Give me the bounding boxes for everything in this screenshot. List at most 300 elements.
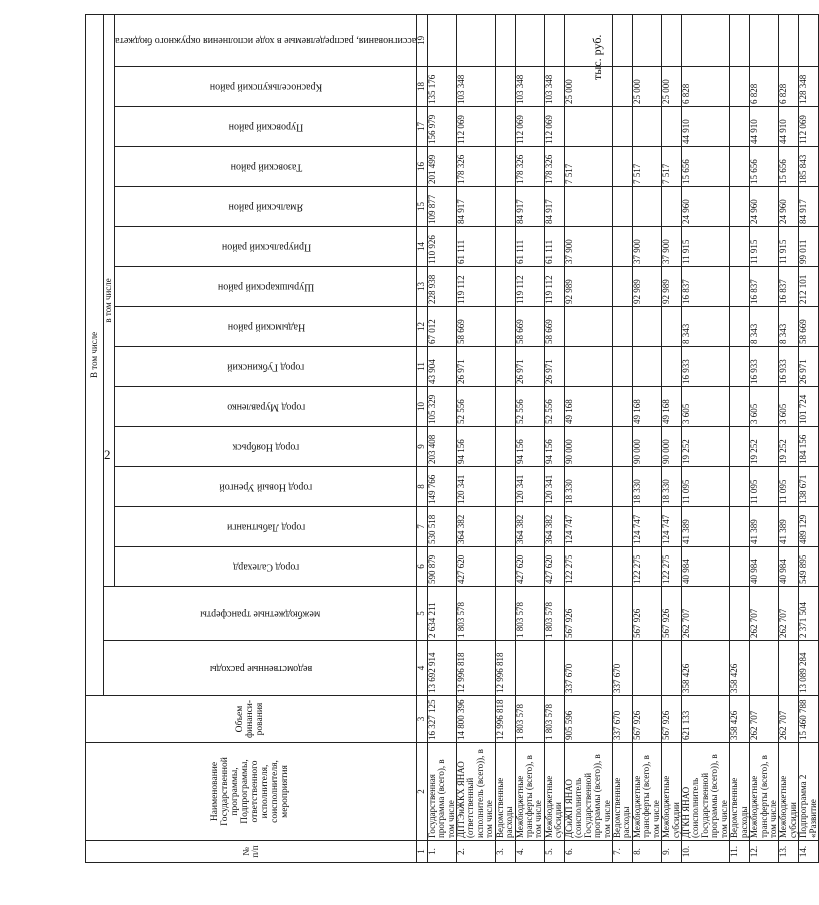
value-cell: 84 917	[799, 187, 819, 227]
row-name: Межбюджетные трансферты (всего), в том числе	[632, 743, 661, 841]
value-cell: 262 707	[750, 696, 779, 743]
column-number: 12	[417, 307, 427, 347]
value-cell: 358 426	[682, 641, 730, 696]
row-number: 11.	[730, 841, 750, 863]
row-number: 9.	[662, 841, 682, 863]
value-cell: 84 917	[456, 187, 495, 227]
value-cell: 178 326	[515, 147, 544, 187]
value-cell: 2 371 504	[799, 587, 819, 641]
value-cell: 156 979	[427, 107, 456, 147]
value-cell: 621 133	[682, 696, 730, 743]
value-cell: 427 620	[515, 547, 544, 587]
value-cell: 11 915	[682, 227, 730, 267]
row-number: 4.	[515, 841, 544, 863]
table-row	[495, 14, 515, 862]
value-cell: 90 000	[632, 427, 661, 467]
value-cell: 52 556	[456, 387, 495, 427]
value-cell	[544, 641, 564, 696]
value-cell: 530 518	[427, 507, 456, 547]
value-cell	[730, 347, 750, 387]
value-cell	[632, 107, 661, 147]
value-cell	[612, 187, 632, 227]
row-number: 3.	[495, 841, 515, 863]
value-cell	[495, 547, 515, 587]
header-col-tazovsky: Тазовский район	[115, 147, 417, 187]
table-row	[612, 14, 632, 862]
table-row	[427, 14, 456, 862]
value-cell: 103 348	[515, 67, 544, 107]
row-number: 14.	[799, 841, 819, 863]
value-cell: 427 620	[456, 547, 495, 587]
value-cell	[662, 14, 682, 66]
value-cell: 84 917	[515, 187, 544, 227]
row-name: Межбюджетные субсидии	[779, 743, 799, 841]
column-number: 5	[417, 587, 427, 641]
value-cell: 15 656	[779, 147, 799, 187]
value-cell: 15 656	[750, 147, 779, 187]
value-cell: 90 000	[662, 427, 682, 467]
value-cell: 94 156	[456, 427, 495, 467]
table-row	[632, 14, 661, 862]
value-cell	[730, 227, 750, 267]
value-cell	[662, 107, 682, 147]
value-cell: 178 326	[456, 147, 495, 187]
header-group-sub-including: в том числе	[104, 14, 115, 586]
value-cell: 119 112	[515, 267, 544, 307]
value-cell: 1 803 578	[544, 696, 564, 743]
value-cell: 3 605	[750, 387, 779, 427]
value-cell: 11 095	[750, 467, 779, 507]
value-cell: 67 012	[427, 307, 456, 347]
value-cell: 178 326	[544, 147, 564, 187]
value-cell: 364 382	[544, 507, 564, 547]
value-cell: 337 670	[612, 696, 632, 743]
value-cell: 26 971	[456, 347, 495, 387]
value-cell: 262 707	[750, 587, 779, 641]
header-group-including: В том числе	[86, 14, 104, 695]
value-cell: 110 926	[427, 227, 456, 267]
value-cell: 262 707	[779, 696, 799, 743]
value-cell: 1 803 578	[515, 696, 544, 743]
value-cell: 16 933	[779, 347, 799, 387]
header-col-reserve: ассигнования, распределяемые в ходе исполнения окружного бюджета	[115, 14, 417, 66]
value-cell	[495, 387, 515, 427]
value-cell: 1 803 578	[456, 587, 495, 641]
value-cell: 8 343	[750, 307, 779, 347]
header-col-volume: Объем финанси-рования	[86, 696, 417, 743]
value-cell: 228 938	[427, 267, 456, 307]
header-col-name: Наименование Государственной программы, Подпрограммы, ответственного исполнителя, соисполнителя, мероприятия	[86, 743, 417, 841]
value-cell: 124 747	[632, 507, 661, 547]
table-row	[456, 14, 495, 862]
value-cell	[730, 267, 750, 307]
value-cell	[495, 307, 515, 347]
value-cell: 92 989	[662, 267, 682, 307]
column-number: 19	[417, 14, 427, 66]
value-cell	[779, 641, 799, 696]
value-cell	[612, 467, 632, 507]
value-cell: 262 707	[682, 587, 730, 641]
value-cell: 124 747	[564, 507, 612, 547]
value-cell: 84 917	[544, 187, 564, 227]
value-cell: 40 984	[682, 547, 730, 587]
value-cell: 489 129	[799, 507, 819, 547]
column-number: 1	[417, 841, 427, 863]
value-cell	[495, 14, 515, 66]
value-cell	[730, 307, 750, 347]
column-number: 3	[417, 696, 427, 743]
header-col-yamalsky: Ямальский район	[115, 187, 417, 227]
value-cell	[495, 227, 515, 267]
value-cell: 41 389	[682, 507, 730, 547]
row-name: ДГКН ЯНАО (соисполнитель Государственной программы (всего)), в том числе	[682, 743, 730, 841]
value-cell: 122 275	[662, 547, 682, 587]
value-cell: 112 069	[456, 107, 495, 147]
value-cell: 94 156	[544, 427, 564, 467]
value-cell: 37 900	[632, 227, 661, 267]
value-cell	[612, 267, 632, 307]
value-cell: 19 252	[779, 427, 799, 467]
value-cell: 12 996 818	[495, 696, 515, 743]
header-col-transfers: межбюджетные трансферты	[104, 587, 417, 641]
value-cell	[612, 147, 632, 187]
value-cell	[730, 427, 750, 467]
header-col-salekhard: город Салехард	[115, 547, 417, 587]
value-cell: 358 426	[730, 696, 750, 743]
value-cell: 52 556	[515, 387, 544, 427]
value-cell: 11 095	[779, 467, 799, 507]
value-cell	[612, 67, 632, 107]
value-cell: 37 900	[662, 227, 682, 267]
value-cell: 24 960	[682, 187, 730, 227]
value-cell: 94 156	[515, 427, 544, 467]
value-cell: 92 989	[632, 267, 661, 307]
value-cell	[779, 14, 799, 66]
value-cell: 364 382	[515, 507, 544, 547]
value-cell	[730, 147, 750, 187]
value-cell: 203 408	[427, 427, 456, 467]
value-cell: 7 517	[632, 147, 661, 187]
value-cell: 427 620	[544, 547, 564, 587]
value-cell	[662, 641, 682, 696]
value-cell: 6 828	[779, 67, 799, 107]
value-cell: 16 837	[750, 267, 779, 307]
value-cell: 52 556	[544, 387, 564, 427]
value-cell: 2 634 211	[427, 587, 456, 641]
value-cell: 44 910	[682, 107, 730, 147]
value-cell	[682, 14, 730, 66]
value-cell: 16 327 125	[427, 696, 456, 743]
value-cell: 90 000	[564, 427, 612, 467]
value-cell: 92 989	[564, 267, 612, 307]
value-cell: 262 707	[779, 587, 799, 641]
value-cell: 120 341	[544, 467, 564, 507]
value-cell: 337 670	[612, 641, 632, 696]
value-cell	[495, 467, 515, 507]
value-cell: 24 960	[750, 187, 779, 227]
value-cell: 7 517	[564, 147, 612, 187]
column-number: 17	[417, 107, 427, 147]
value-cell	[612, 107, 632, 147]
value-cell: 19 252	[682, 427, 730, 467]
value-cell: 119 112	[544, 267, 564, 307]
value-cell: 6 828	[682, 67, 730, 107]
column-number: 9	[417, 427, 427, 467]
value-cell	[612, 14, 632, 66]
value-cell: 905 596	[564, 696, 612, 743]
value-cell: 120 341	[456, 467, 495, 507]
value-cell	[427, 14, 456, 66]
value-cell: 103 348	[456, 67, 495, 107]
value-cell: 567 926	[632, 696, 661, 743]
value-cell: 124 747	[662, 507, 682, 547]
value-cell: 6 828	[750, 67, 779, 107]
value-cell	[495, 427, 515, 467]
row-name: Межбюджетные субсидии	[544, 743, 564, 841]
value-cell: 61 111	[544, 227, 564, 267]
row-number: 8.	[632, 841, 661, 863]
value-cell	[750, 641, 779, 696]
value-cell: 122 275	[632, 547, 661, 587]
value-cell: 99 011	[799, 227, 819, 267]
column-number: 13	[417, 267, 427, 307]
row-number: 6.	[564, 841, 612, 863]
table-row	[779, 14, 799, 862]
value-cell: 112 069	[515, 107, 544, 147]
value-cell: 14 800 396	[456, 696, 495, 743]
value-cell: 184 156	[799, 427, 819, 467]
header-col-purovsky: Пуровский район	[115, 107, 417, 147]
column-number: 7	[417, 507, 427, 547]
column-number: 16	[417, 147, 427, 187]
value-cell: 49 168	[632, 387, 661, 427]
value-cell: 58 669	[544, 307, 564, 347]
value-cell	[544, 14, 564, 66]
value-cell: 18 330	[632, 467, 661, 507]
header-col-nadym: Надымский район	[115, 307, 417, 347]
value-cell	[730, 387, 750, 427]
value-cell	[495, 67, 515, 107]
value-cell: 15 656	[682, 147, 730, 187]
value-cell: 13 089 284	[799, 641, 819, 696]
value-cell: 112 069	[544, 107, 564, 147]
table-row	[564, 14, 612, 862]
budget-table	[85, 14, 819, 863]
table-row	[544, 14, 564, 862]
table-body	[427, 14, 819, 862]
value-cell: 18 330	[662, 467, 682, 507]
column-number: 2	[417, 743, 427, 841]
value-cell: 122 275	[564, 547, 612, 587]
value-cell	[612, 307, 632, 347]
column-number: 4	[417, 641, 427, 696]
value-cell	[730, 507, 750, 547]
header-col-novy-urengoy: город Новый Уренгой	[115, 467, 417, 507]
value-cell: 109 877	[427, 187, 456, 227]
value-cell: 8 343	[779, 307, 799, 347]
row-number: 2.	[456, 841, 495, 863]
row-name: ДСиЖП ЯНАО (соисполнитель Государственной программы (всего)), в том числе	[564, 743, 612, 841]
value-cell: 11 915	[779, 227, 799, 267]
value-cell: 18 330	[564, 467, 612, 507]
value-cell	[750, 14, 779, 66]
value-cell: 138 671	[799, 467, 819, 507]
value-cell: 25 000	[564, 67, 612, 107]
page-number: 2	[104, 447, 111, 462]
column-number: 8	[417, 467, 427, 507]
value-cell	[564, 347, 612, 387]
column-number: 15	[417, 187, 427, 227]
value-cell	[495, 187, 515, 227]
value-cell	[612, 547, 632, 587]
value-cell: 7 517	[662, 147, 682, 187]
value-cell: 11 915	[750, 227, 779, 267]
value-cell: 13 692 914	[427, 641, 456, 696]
value-cell: 26 971	[799, 347, 819, 387]
value-cell	[495, 267, 515, 307]
row-name: Ведомственные расходы	[730, 743, 750, 841]
value-cell: 128 348	[799, 67, 819, 107]
row-number: 12.	[750, 841, 779, 863]
header-col-number: № п/п	[86, 841, 417, 863]
value-cell: 61 111	[456, 227, 495, 267]
value-cell: 3 605	[779, 387, 799, 427]
value-cell	[495, 147, 515, 187]
value-cell	[564, 14, 612, 66]
value-cell: 567 926	[662, 587, 682, 641]
value-cell: 16 837	[682, 267, 730, 307]
value-cell	[612, 227, 632, 267]
value-cell	[730, 67, 750, 107]
header-col-muravlenko: город Муравленко	[115, 387, 417, 427]
row-name: Государственная программа (всего), в том числе	[427, 743, 456, 841]
table-row	[662, 14, 682, 862]
value-cell: 44 910	[750, 107, 779, 147]
value-cell: 26 971	[515, 347, 544, 387]
column-number: 6	[417, 547, 427, 587]
value-cell: 8 343	[682, 307, 730, 347]
row-number: 13.	[779, 841, 799, 863]
value-cell: 337 670	[564, 641, 612, 696]
value-cell	[495, 347, 515, 387]
row-name: Ведомственные расходы	[495, 743, 515, 841]
header-col-gubkinsky: город Губкинский	[115, 347, 417, 387]
value-cell: 49 168	[564, 387, 612, 427]
value-cell	[730, 587, 750, 641]
value-cell	[515, 14, 544, 66]
value-cell: 149 766	[427, 467, 456, 507]
value-cell: 567 926	[662, 696, 682, 743]
value-cell: 549 895	[799, 547, 819, 587]
header-col-priuralsky: Приуральский район	[115, 227, 417, 267]
value-cell: 201 499	[427, 147, 456, 187]
value-cell: 58 669	[799, 307, 819, 347]
value-cell: 24 960	[779, 187, 799, 227]
value-cell	[730, 14, 750, 66]
header-col-dept-expenses: ведомственные расходы	[104, 641, 417, 696]
value-cell: 364 382	[456, 507, 495, 547]
value-cell: 212 101	[799, 267, 819, 307]
row-name: ДПТЭиЖКХ ЯНАО (ответственный исполнитель (всего)), в том числе	[456, 743, 495, 841]
row-number: 10.	[682, 841, 730, 863]
value-cell	[612, 387, 632, 427]
value-cell: 185 843	[799, 147, 819, 187]
value-cell	[612, 507, 632, 547]
row-name: Межбюджетные субсидии	[662, 743, 682, 841]
row-name: Подпрограмма 2 «Развитие	[799, 743, 819, 841]
value-cell: 58 669	[456, 307, 495, 347]
column-number: 11	[417, 347, 427, 387]
value-cell: 41 389	[779, 507, 799, 547]
header-col-labytnangi: город Лабытнанги	[115, 507, 417, 547]
value-cell	[662, 347, 682, 387]
value-cell: 26 971	[544, 347, 564, 387]
value-cell: 25 000	[632, 67, 661, 107]
header-col-krasnoselkupsky: Красноселькупский район	[115, 67, 417, 107]
value-cell: 11 095	[682, 467, 730, 507]
value-cell	[495, 107, 515, 147]
value-cell: 567 926	[632, 587, 661, 641]
value-cell: 12 996 818	[495, 641, 515, 696]
value-cell	[612, 427, 632, 467]
value-cell	[564, 187, 612, 227]
column-number: 14	[417, 227, 427, 267]
value-cell: 567 926	[564, 587, 612, 641]
value-cell	[799, 14, 819, 66]
row-number: 5.	[544, 841, 564, 863]
value-cell	[662, 307, 682, 347]
value-cell: 44 910	[779, 107, 799, 147]
value-cell	[495, 507, 515, 547]
value-cell	[612, 587, 632, 641]
value-cell: 61 111	[515, 227, 544, 267]
value-cell	[632, 14, 661, 66]
value-cell	[564, 107, 612, 147]
value-cell	[456, 14, 495, 66]
value-cell: 12 996 818	[456, 641, 495, 696]
value-cell: 120 341	[515, 467, 544, 507]
value-cell	[730, 107, 750, 147]
value-cell: 119 112	[456, 267, 495, 307]
units-label: тыс. руб.	[590, 34, 604, 80]
table-row	[515, 14, 544, 862]
value-cell: 19 252	[750, 427, 779, 467]
value-cell: 40 984	[779, 547, 799, 587]
value-cell	[730, 187, 750, 227]
table-row	[682, 14, 730, 862]
value-cell: 16 933	[682, 347, 730, 387]
table-row	[799, 14, 819, 862]
value-cell: 112 069	[799, 107, 819, 147]
header-col-shuryshkary: Шурышкарский район	[115, 267, 417, 307]
value-cell	[632, 641, 661, 696]
value-cell: 105 329	[427, 387, 456, 427]
value-cell: 41 389	[750, 507, 779, 547]
value-cell	[632, 347, 661, 387]
table-row	[750, 14, 779, 862]
value-cell	[612, 347, 632, 387]
value-cell	[730, 467, 750, 507]
value-cell	[730, 547, 750, 587]
value-cell: 58 669	[515, 307, 544, 347]
value-cell	[564, 307, 612, 347]
row-number: 1.	[427, 841, 456, 863]
value-cell	[662, 187, 682, 227]
value-cell: 1 803 578	[515, 587, 544, 641]
value-cell: 101 724	[799, 387, 819, 427]
table-row	[730, 14, 750, 862]
value-cell	[515, 641, 544, 696]
